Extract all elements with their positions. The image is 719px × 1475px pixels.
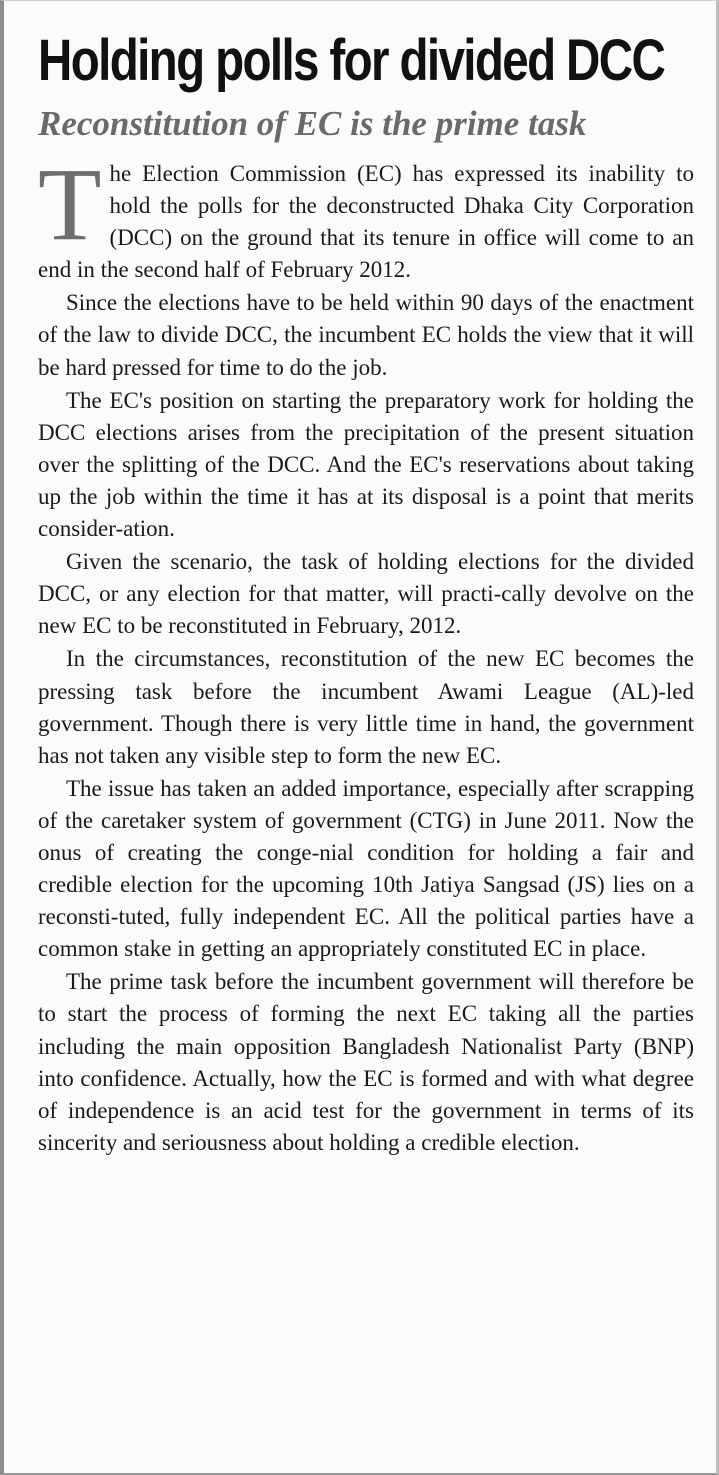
subheadline: Reconstitution of EC is the prime task: [38, 104, 587, 143]
paragraph-3: The EC's position on starting the preparatory work for holding the DCC elections arises from the precipitation of the present situation over the splitting of the DCC. And the EC's reservations about taking up the job within the time it has at its disposal is a point that merits consider-ation.: [38, 387, 694, 542]
headline: Holding polls for divided DCC: [38, 28, 665, 93]
paragraph-7: The prime task before the incumbent government will therefore be to start the process of forming the next EC taking all the parties including the main opposition Bangladesh Nationalist Party (BNP) into confidence. Actually, how the EC is formed and with what degree of independence is an acid test for the government in terms of its sincerity and seriousness about holding a credible election.: [38, 969, 694, 1155]
paragraph-4: Given the scenario, the task of holding elections for the divided DCC, or any election for that matter, will practi-cally devolve on the new EC to be reconstituted in February, 2012.: [38, 549, 694, 639]
paragraph-1: [38, 147, 694, 286]
article-body: [38, 147, 694, 1159]
paragraph-6: The issue has taken an added importance, especially after scrapping of the caretaker system of government (CTG) in June 2011. Now the onus of creating the conge-nial condition for holding a fair and credible election for the upcoming 10th Jatiya Sangsad (JS) lies on a reconsti-tuted, fully independent EC. All the political parties have a common stake in getting an appropriately constituted EC in place.: [38, 775, 694, 962]
paragraph-1-text: he Election Commission (EC) has expressed its inability to hold the polls for the deconstructed Dhaka City Corporation (DCC) on the ground that its tenure in office will come to an end in the second half of February 2012.: [38, 161, 694, 283]
paragraph-5: In the circumstances, reconstitution of the new EC becomes the pressing task before the incumbent Awami League (AL)-led government. Though there is very little time in hand, the government has not taken any visible step to form the new EC.: [38, 646, 694, 768]
paragraph-2: Since the elections have to be held within 90 days of the enactment of the law to divide DCC, the incumbent EC holds the view that it will be hard pressed for time to do the job.: [38, 290, 694, 380]
drop-cap: T: [38, 147, 102, 262]
